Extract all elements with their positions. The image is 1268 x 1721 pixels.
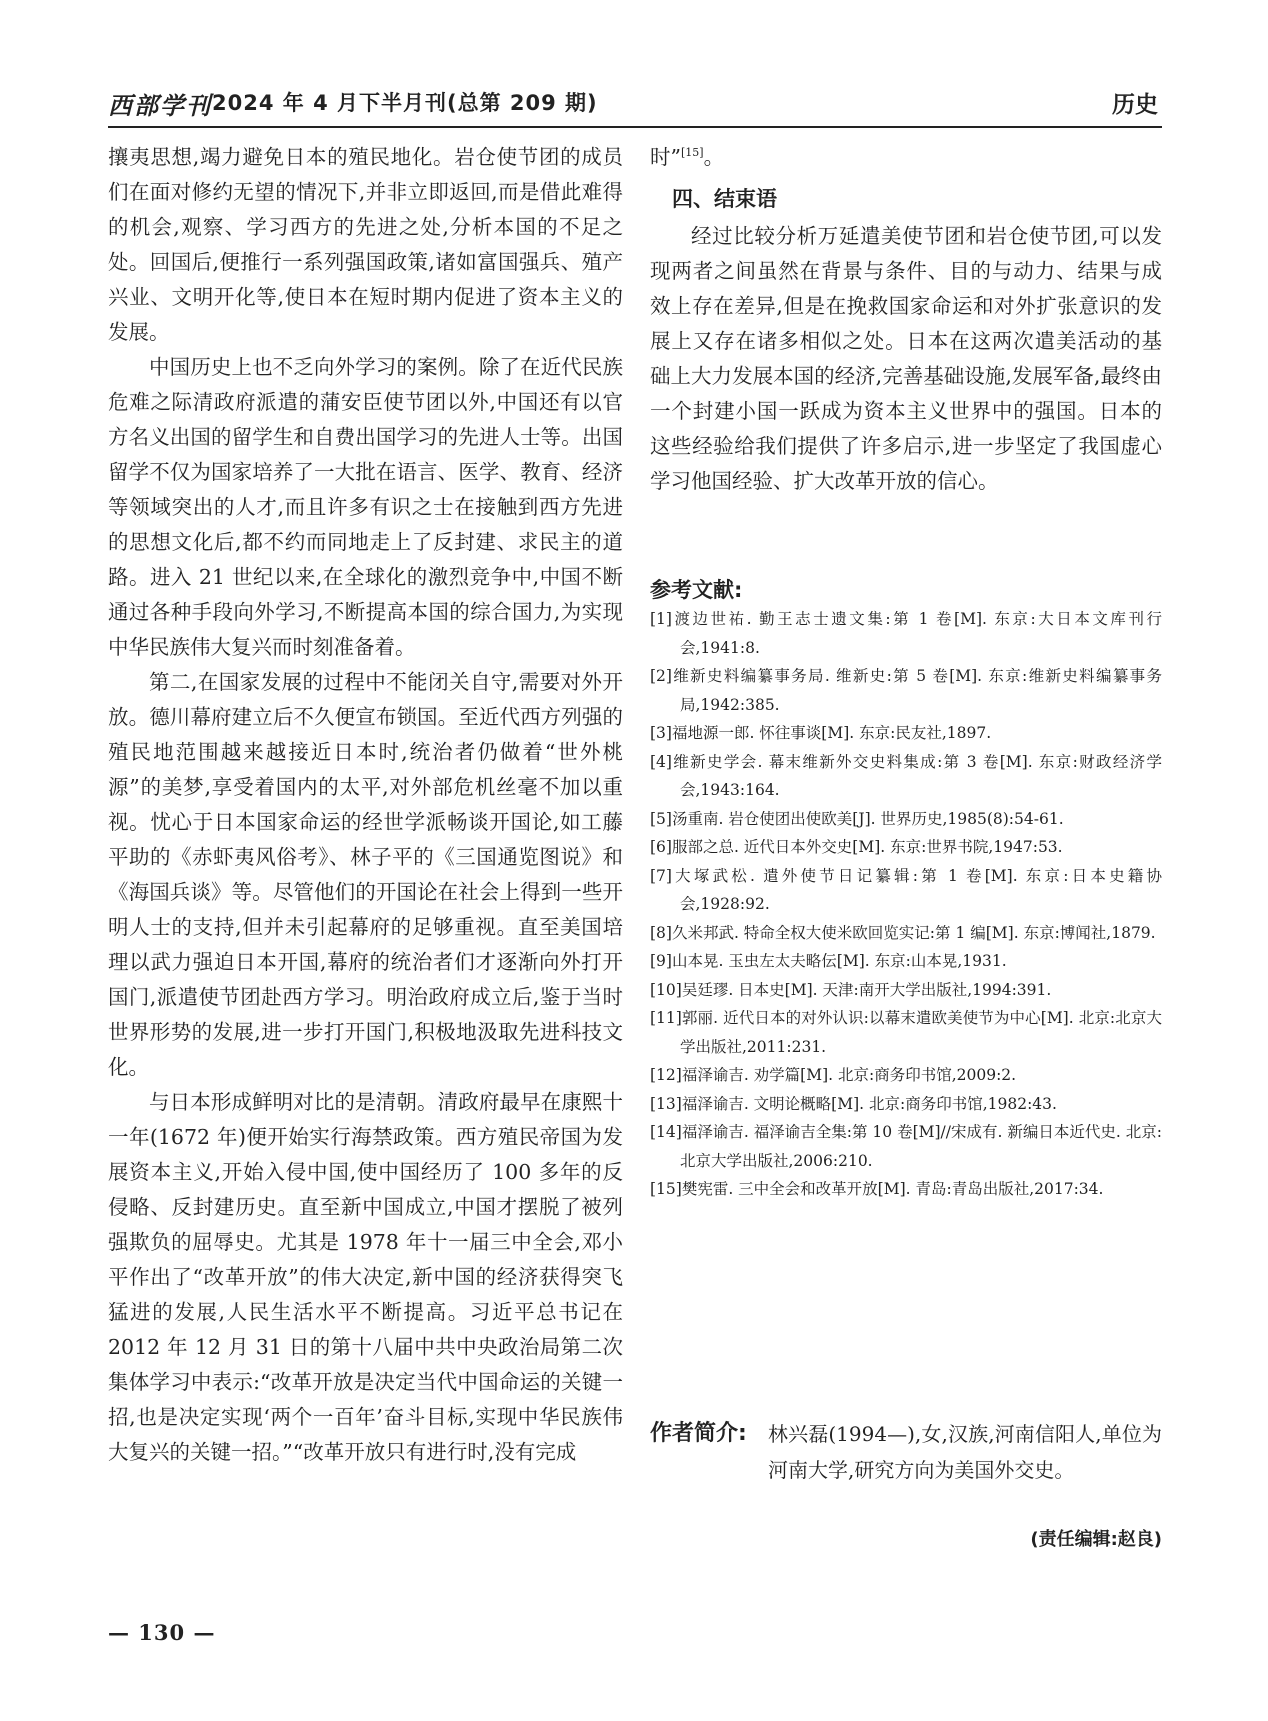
reference-item: [13]福泽谕吉. 文明论概略[M]. 北京:商务印书馆,1982:43. bbox=[650, 1094, 1057, 1113]
conclusion-paragraph: 经过比较分析万延遣美使节团和岩仓使节团,可以发现两者之间虽然在背景与条件、目的与动力、结果与成效上存在差异,但是在挽救国家命运和对外扩张意识的发展上又存在诸多相似之处。日本在这两次遣美活动的基础上大力发展本国的经济,完善基础设施,发展军备,最终由一个封建小国一跃成为资本主义世界中的强国。日本的这些经验给我们提供了许多启示,进一步坚定了我国虚心学习他国经验、扩大改革开放的信心。 bbox=[650, 224, 1162, 493]
section-label: 历史 bbox=[1112, 92, 1158, 118]
issue-info: 2024 年 4 月下半月刊(总第 209 期) bbox=[212, 91, 598, 115]
body-paragraph: 与日本形成鲜明对比的是清朝。清政府最早在康熙十一年(1672 年)便开始实行海禁政策。西方殖民帝国为发展资本主义,开始入侵中国,使中国经历了 100 多年的反侵略、反封建历史。直至新中国成立,中国才摆脱了被列强欺负的屈辱史。尤其是 1978 年十一届三中全会,邓小平作出了“改革开放”的伟大决定,新中国的经济获得突飞猛进的发展,人民生活水平不断提高。习近平总书记在 2012 年 12 月 31 日的第十八届中共中央政治局第二次集体学习中表示:“改革开放是决定当代中国命运的关键一招,也是决定实现‘两个一百年’奋斗目标,实现中华民族伟大复兴的关键一招。”“改革开放只有进行时,没有完成 bbox=[108, 1090, 623, 1464]
conclusion-heading: 四、结束语 bbox=[672, 187, 777, 211]
body-paragraph: 第二,在国家发展的过程中不能闭关自守,需要对外开放。德川幕府建立后不久便宣布锁国。至近代西方列强的殖民地范围越来越接近日本时,统治者仍做着“世外桃源”的美梦,享受着国内的太平,对外部危机丝毫不加以重视。忧心于日本国家命运的经世学派畅谈开国论,如工藤平助的《赤虾夷风俗考》、林子平的《三国通览图说》和《海国兵谈》等。尽管他们的开国论在社会上得到一些开明人士的支持,但并未引起幕府的足够重视。直至美国培理以武力强迫日本开国,幕府的统治者们才逐渐向外打开国门,派遣使节团赴西方学习。明治政府成立后,鉴于当时世界形势的发展,进一步打开国门,积极地汲取先进科技文化。 bbox=[108, 670, 623, 1079]
reference-item: [8]久米邦武. 特命全权大使米欧回览实记:第 1 编[M]. 东京:博闻社,1879. bbox=[650, 923, 1156, 942]
right-column bbox=[650, 140, 1162, 499]
references-title: 参考文献: bbox=[650, 578, 743, 602]
header-rule bbox=[108, 126, 1162, 128]
reference-item: [1]渡边世祐. 勤王志士遗文集:第 1 卷[M]. 东京:大日本文库刊行会,1941:8. bbox=[650, 610, 1162, 657]
journal-name: 西部学刊 bbox=[108, 91, 212, 120]
continuation-end: 。 bbox=[703, 145, 725, 169]
continuation-paragraph bbox=[650, 140, 1162, 175]
references-list bbox=[650, 605, 1162, 1204]
reference-item: [15]樊宪雷. 三中全会和改革开放[M]. 青岛:青岛出版社,2017:34. bbox=[650, 1180, 1104, 1198]
reference-item: [6]服部之总. 近代日本外交史[M]. 东京:世界书院,1947:53. bbox=[650, 838, 1063, 856]
reference-item: [10]吴廷璆. 日本史[M]. 天津:南开大学出版社,1994:391. bbox=[650, 980, 1052, 999]
reference-item: [12]福泽谕吉. 劝学篇[M]. 北京:商务印书馆,2009:2. bbox=[650, 1066, 1017, 1084]
author-bio bbox=[650, 1416, 1162, 1488]
reference-item: [2]维新史料编纂事务局. 维新史:第 5 卷[M]. 东京:维新史料编纂事务局,1942:385. bbox=[650, 667, 1162, 714]
reference-item: [9]山本晃. 玉虫左太夫略伝[M]. 东京:山本晃,1931. bbox=[650, 952, 1007, 970]
citation-marker: [15] bbox=[680, 146, 704, 160]
reference-item: [3]福地源一郎. 怀往事谈[M]. 东京:民友社,1897. bbox=[650, 724, 992, 742]
reference-item: [14]福泽谕吉. 福泽谕吉全集:第 10 卷[M]//宋成有. 新编日本近代史. 北京:北京大学出版社,2006:210. bbox=[650, 1123, 1162, 1170]
page-header bbox=[108, 86, 1162, 120]
body-paragraph: 中国历史上也不乏向外学习的案例。除了在近代民族危难之际清政府派遣的蒲安臣使节团以外,中国还有以官方名义出国的留学生和自费出国学习的先进人士等。出国留学不仅为国家培养了一大批在语言、医学、教育、经济等领域突出的人才,而且许多有识之士在接触到西方先进的思想文化后,都不约而同地走上了反封建、求民主的道路。进入 21 世纪以来,在全球化的激烈竞争中,中国不断通过各种手段向外学习,不断提高本国的综合国力,为实现中华民族伟大复兴而时刻准备着。 bbox=[108, 355, 623, 659]
reference-item: [11]郭丽. 近代日本的对外认识:以幕末遣欧美使节为中心[M]. 北京:北京大学出版社,2011:231. bbox=[650, 1009, 1162, 1056]
continuation-text: 时” bbox=[650, 145, 681, 169]
author-bio-label: 作者简介: bbox=[650, 1421, 747, 1446]
reference-item: [4]维新史学会. 幕末维新外交史料集成:第 3 卷[M]. 东京:财政经济学会,1943:164. bbox=[650, 752, 1162, 799]
reference-item: [5]汤重南. 岩仓使团出使欧美[J]. 世界历史,1985(8):54-61. bbox=[650, 809, 1064, 828]
body-paragraph: 攘夷思想,竭力避免日本的殖民地化。岩仓使节团的成员们在面对修约无望的情况下,并非立即返回,而是借此难得的机会,观察、学习西方的先进之处,分析本国的不足之处。回国后,便推行一系列强国政策,诸如富国强兵、殖产兴业、文明开化等,使日本在短时期内促进了资本主义的发展。 bbox=[108, 145, 623, 344]
page-number: — 130 — bbox=[108, 1620, 216, 1645]
left-column bbox=[108, 140, 623, 1470]
responsible-editor: (责任编辑:赵良) bbox=[1030, 1529, 1162, 1550]
reference-item: [7]大塚武松. 遣外使节日记纂辑:第 1 卷[M]. 东京:日本史籍协会,1928:92. bbox=[650, 866, 1162, 913]
author-bio-text: 林兴磊(1994—),女,汉族,河南信阳人,单位为河南大学,研究方向为美国外交史。 bbox=[768, 1422, 1162, 1482]
